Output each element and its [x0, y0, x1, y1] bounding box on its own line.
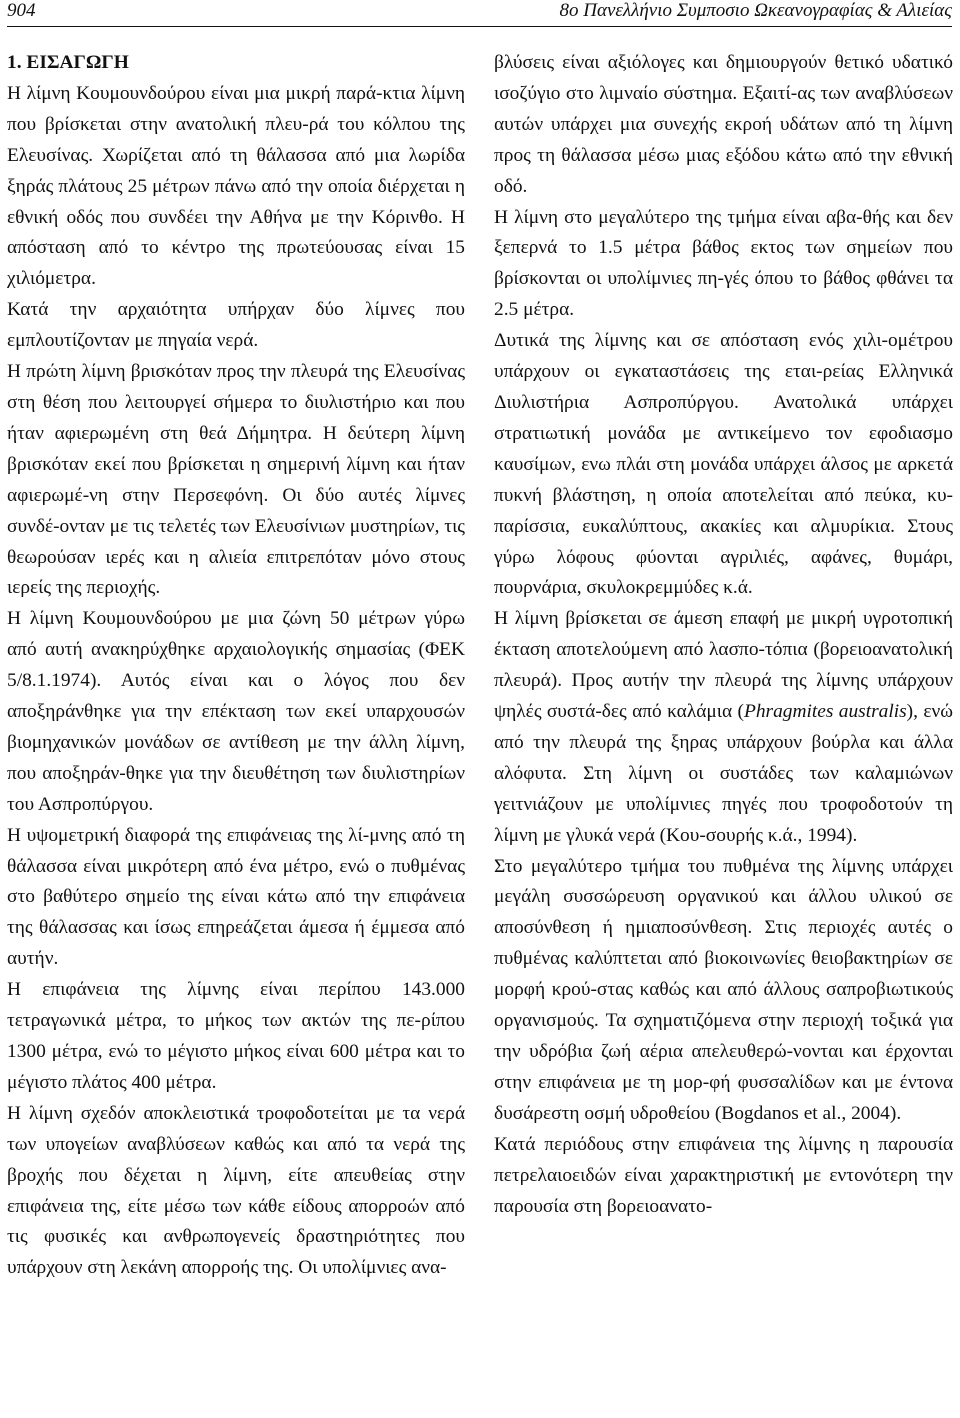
left-column	[7, 48, 465, 1284]
paragraph: Η λίμνη Κουμουνδούρου με μια ζώνη 50 μέτρων γύρω από αυτή ανακηρύχθηκε αρχαιολογικής σημασίας (ΦΕΚ 5/8.1.1974). Αυτός είναι και ο λόγος που δεν αποξηράνθηκε για την επέκταση των εκεί υπαρχουσών βιομηχανικών μονάδων σε αντίθεση με την άλλη λίμνη, που αποξηράν-θηκε για την διευθέτηση των διυλιστηρίων του Ασπροπύργου.	[7, 608, 465, 815]
paragraph-text: Η λίμνη βρίσκεται σε άμεση επαφή με μικρή υγροτοπική έκταση αποτελούμενη από λασπο-τόπια (βορειοανατολική πλευρά). Προς αυτήν την πλευρά της λίμνης υπάρχουν ψηλές συστά-δες από καλάμια (	[494, 608, 953, 723]
paragraph: Κατά περιόδους στην επιφάνεια της λίμνης η παρουσία πετρελαιοειδών είναι χαρακτηριστική με εντονότερη την παρουσία στη βορειοανατο-	[494, 1133, 953, 1217]
paragraph-with-species-name	[494, 604, 953, 851]
species-name: Phragmites australis	[744, 701, 907, 723]
page-number: 904	[7, 0, 36, 21]
paragraph: Η λίμνη Κουμουνδούρου είναι μια μικρή παρά-κτια λίμνη που βρίσκεται στην ανατολική πλευ-ρά του κόλπου της Ελευσίνας. Χωρίζεται από τη θάλασσα από μια λωρίδα ξηράς πλάτους 25 μέτρων πάνω από την οποία διέρχεται η εθνική οδός που συνδέει την Αθήνα με την Κόρινθο. Η απόσταση από το κέντρο της πρωτεύουσας είναι 15 χιλιόμετρα.	[7, 82, 465, 290]
page-header	[7, 0, 952, 27]
paragraph: Κατά την αρχαιότητα υπήρχαν δύο λίμνες που εμπλουτίζονταν με πηγαία νερά.	[7, 299, 465, 352]
paragraph-text: ), ενώ από την πλευρά της ξηρας υπάρχουν βούρλα και άλλα αλόφυτα. Στη λίμνη οι συστάδες των καλαμιώνων γειτνιάζουν με υπολίμνιες πηγές που τροφοδοτούν τη λίμνη με γλυκά νερά (Κου-σουρής κ.ά., 1994).	[494, 701, 953, 846]
paragraph: Η υψομετρική διαφορά της επιφάνειας της λί-μνης από τη θάλασσα είναι μικρότερη από ένα μέτρο, ενώ ο πυθμένας στο βαθύτερο σημείο της είναι κάτω από την επιφάνεια της θάλασσας και ίσως επηρεάζεται άμεσα ή έμμεσα από αυτήν.	[7, 824, 465, 970]
running-head: 8ο Πανελλήνιο Συμποσιο Ωκεανογραφίας & Αλιείας	[559, 0, 952, 21]
paragraph: Δυτικά της λίμνης και σε απόσταση ενός χιλι-ομέτρου υπάρχουν οι εγκαταστάσεις της εται-ρείας Ελληνικά Διυλιστήρια Ασπροπύργου. Ανατολικά υπάρχει στρατιωτική μονάδα με αντικείμενο τον εφοδιασμο καυσίμων, ενω πλάι στη μονάδα υπάρχει άλσος με αρκετά πυκνή βλάστηση, η οποία αποτελείται από πεύκα, κυ-παρίσσια, ευκαλύπτους, ακακίες και αλμυρίκια. Στους γύρω λόφους φύονται αγριλιές, αφάνες, θυμάρι, πουρνάρια, σκυλοκρεμμύδες κ.ά.	[494, 330, 953, 599]
paragraph: Η λίμνη στο μεγαλύτερο της τμήμα είναι αβα-θής και δεν ξεπερνά το 1.5 μέτρα βάθος εκτος των σημείων που βρίσκονται οι υπολίμνιες πη-γές όπου το βάθος φθάνει τα 2.5 μέτρα.	[494, 206, 953, 321]
paragraph: βλύσεις είναι αξιόλογες και δημιουργούν θετικό υδατικό ισοζύγιο στο λιμναίο σύστημα. Εξαιτί-ας των αναβλύσεων αυτών υπάρχει μια συνεχής εκροή υδάτων από τη λίμνη προς τη θάλασσα μέσω μιας εξόδου κάτω από την εθνική οδό.	[494, 52, 953, 197]
right-column	[494, 48, 953, 1222]
paragraph: Η επιφάνεια της λίμνης είναι περίπου 143.000 τετραγωνικά μέτρα, το μήκος των ακτών της πε-ρίπου 1300 μέτρα, ενώ το μέγιστο μήκος είναι 600 μέτρα και το μέγιστο πλάτος 400 μέτρα.	[7, 979, 465, 1093]
paragraph: Στο μεγαλύτερο τμήμα του πυθμένα της λίμνης υπάρχει μεγάλη συσσώρευση οργανικού και άλλου υλικού σε αποσύνθεση ή ημιαποσύνθεση. Στις περιοχές αυτές ο πυθμένας καλύπτεται από βιοκοινωνίες θειοβακτηρίων σε μορφή κρού-στας καθώς και από άλλους σαπροβιωτικούς οργανισμούς. Τα σχηματιζόμενα στην περιοχή τοξικά για την υδρόβια ζωή αέρια απελευθερώ-νονται και έρχονται στην επιφάνεια με τη μορ-φή φυσσαλίδων και με έντονα δυσάρεστη οσμή υδροθείου (Bogdanos et al., 2004).	[494, 855, 953, 1124]
paragraph: Η λίμνη σχεδόν αποκλειστικά τροφοδοτείται με τα νερά των υπογείων αναβλύσεων καθώς και από τα νερά της βροχής που δέχεται η λίμνη, είτε απευθείας στην επιφάνεια της, είτε μέσω των κάθε είδους απορροών από τις φυσικές και ανθρωπογενείς δραστηριότητες που υπάρχουν στη λεκάνη απορροής της. Οι υπολίμνιες ανα-	[7, 1102, 465, 1279]
section-heading: 1. ΕΙΣΑΓΩΓΗ	[7, 52, 129, 73]
paragraph: Η πρώτη λίμνη βρισκόταν προς την πλευρά της Ελευσίνας στη θέση που λειτουργεί σήμερα το διυλιστήριο και που ήταν αφιερωμένη στη θεά Δήμητρα. Η δεύτερη λίμνη βρισκόταν εκεί που βρίσκεται η σημερινή λίμνη και ήταν αφιερωμέ-νη στην Περσεφόνη. Οι δύο αυτές λίμνες συνδέ-ονταν με τις τελετές των Ελευσίνιων μυστηρίων, τις θεωρούσαν ιερές και η αλιεία επιτρεπόταν μόνο στους ιερείς της περιοχής.	[7, 361, 465, 599]
